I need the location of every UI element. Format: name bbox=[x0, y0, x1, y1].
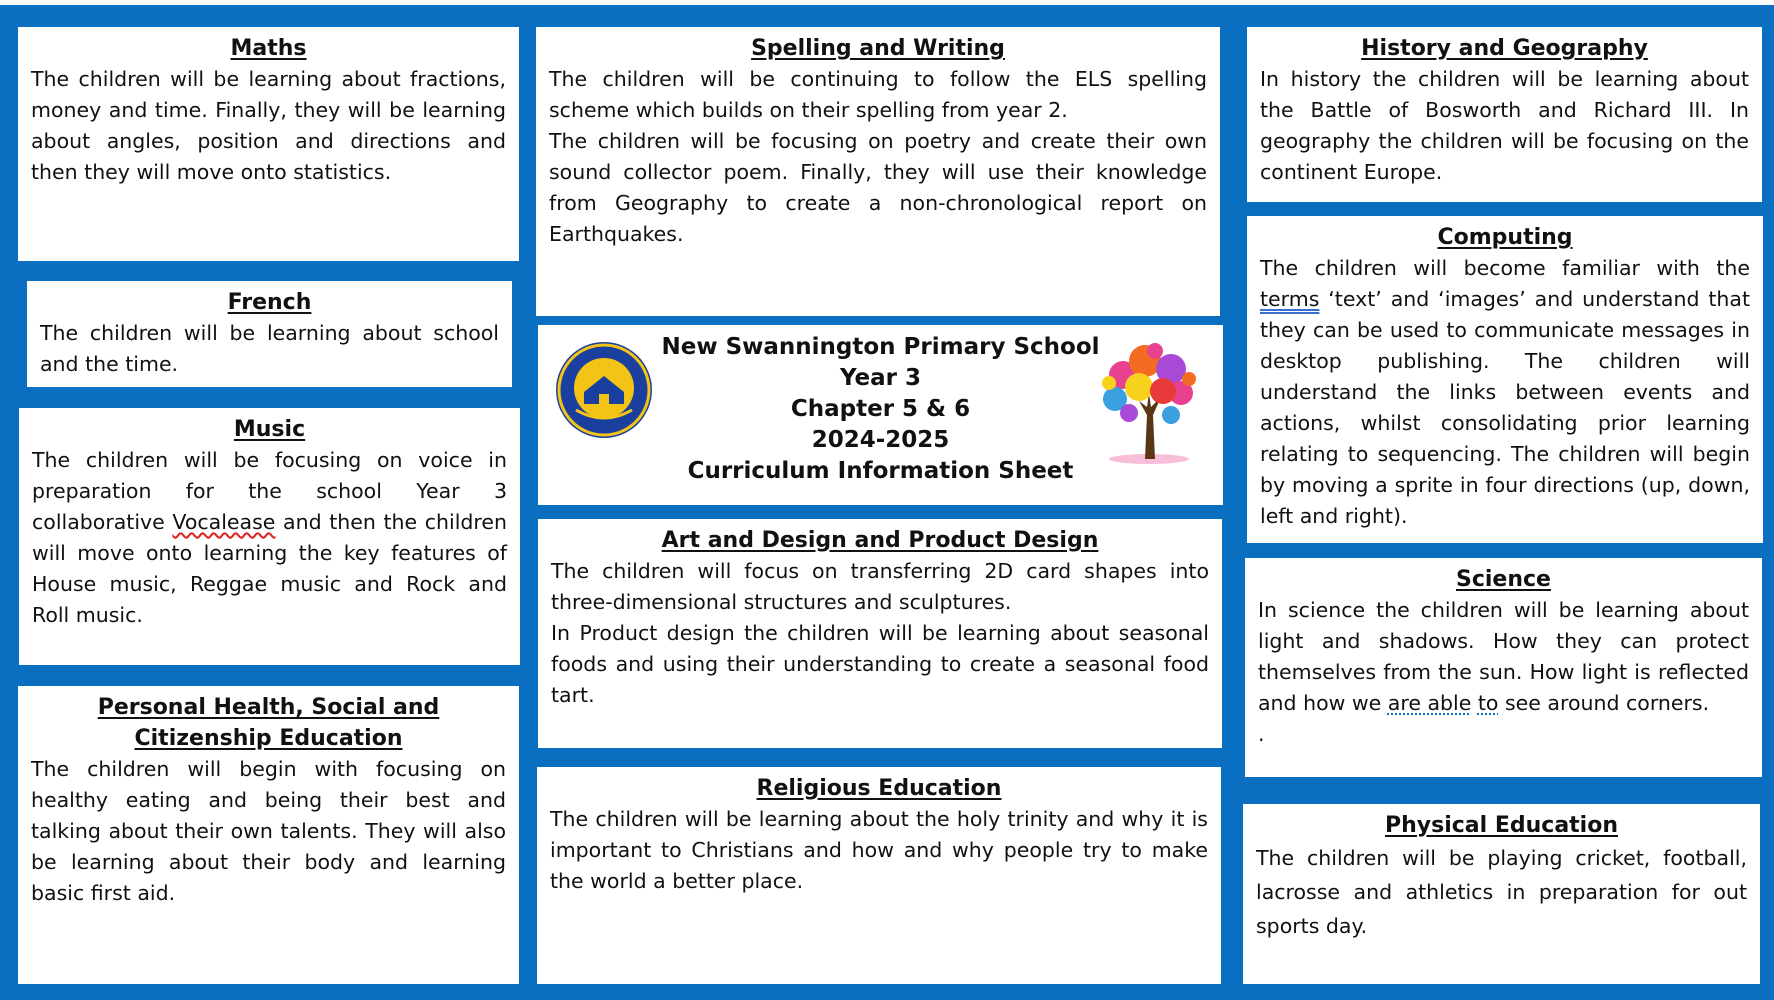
french-text: The children will be learning about school and the time. bbox=[40, 321, 499, 376]
spelling-text-1: The children will be continuing to follow the ELS spelling scheme which builds on their spelling from year 2. bbox=[549, 67, 1207, 122]
science-title: Science bbox=[1456, 567, 1551, 592]
art-title: Art and Design and Product Design bbox=[661, 528, 1099, 553]
computing-panel bbox=[1247, 216, 1763, 543]
science-text-2: . bbox=[1258, 722, 1265, 746]
re-text: The children will be learning about the holy trinity and why it is important to Christians and how and why people try to make the world a better place. bbox=[550, 807, 1208, 893]
music-title: Music bbox=[233, 417, 306, 442]
to-word: to bbox=[1477, 691, 1499, 715]
sheet-title: Curriculum Information Sheet bbox=[687, 458, 1074, 484]
history-panel bbox=[1247, 27, 1762, 202]
pshce-text: The children will begin with focusing on healthy eating and being their best and talking about their own talents. They will also be learning about their body and learning basic first aid. bbox=[31, 757, 506, 905]
school-logo-icon bbox=[554, 340, 654, 440]
academic-year: 2024-2025 bbox=[811, 427, 950, 453]
music-panel bbox=[19, 408, 520, 665]
history-text: In history the children will be learning about the Battle of Bosworth and Richard III. In geography the children will be focusing on the continent Europe. bbox=[1260, 67, 1749, 184]
art-panel bbox=[538, 519, 1222, 748]
pe-panel bbox=[1243, 804, 1760, 984]
spelling-panel bbox=[536, 27, 1220, 316]
are-able-phrase: are able bbox=[1387, 691, 1472, 715]
science-panel bbox=[1245, 558, 1762, 777]
chapter-label: Chapter 5 & 6 bbox=[790, 396, 971, 422]
title-panel bbox=[538, 325, 1223, 505]
pshce-panel bbox=[18, 686, 519, 984]
art-text-1: The children will focus on transferring 2D card shapes into three-dimensional structures and sculptures. bbox=[551, 559, 1209, 614]
french-title: French bbox=[227, 290, 312, 315]
art-text-2: In Product design the children will be learning about seasonal foods and using their understanding to create a seasonal food tart. bbox=[551, 621, 1209, 707]
maths-title: Maths bbox=[230, 36, 307, 61]
maths-panel bbox=[18, 27, 519, 261]
spelling-title: Spelling and Writing bbox=[751, 36, 1005, 61]
spelling-text-2: The children will be focusing on poetry and create their own sound collector poem. Finally, they will use their knowledge from Geography to create a non-chronological report on Earthquakes. bbox=[549, 129, 1207, 246]
french-panel bbox=[27, 281, 512, 387]
music-text: The children will be focusing on voice in preparation for the school Year 3 collaborative Vocalease and then the children will move onto learning the key features of House music, Reggae music and Rock and Roll music. bbox=[32, 448, 507, 627]
vocalease-word: Vocalease bbox=[172, 510, 276, 534]
terms-word: terms bbox=[1260, 287, 1320, 311]
computing-text: The children will become familiar with the terms ‘text’ and ‘images’ and understand that they can be used to communicate messages in desktop publishing. The children will understand the links between events and actions, whilst consolidating prior learning relating to sequencing. The children will begin by moving a sprite in four directions (up, down, left and right). bbox=[1260, 256, 1750, 528]
pe-title: Physical Education bbox=[1384, 813, 1618, 838]
pshce-title: Personal Health, Social and Citizenship Education bbox=[97, 695, 440, 751]
school-name: New Swannington Primary School bbox=[661, 334, 1100, 360]
re-title: Religious Education bbox=[756, 776, 1002, 801]
history-title: History and Geography bbox=[1361, 36, 1648, 61]
computing-title: Computing bbox=[1437, 225, 1573, 250]
year-label: Year 3 bbox=[839, 365, 922, 391]
re-panel bbox=[537, 767, 1221, 984]
pe-text: The children will be playing cricket, football, lacrosse and athletics in preparation for out sports day. bbox=[1256, 846, 1747, 938]
maths-text: The children will be learning about fractions, money and time. Finally, they will be learning about angles, position and directions and then they will move onto statistics. bbox=[31, 67, 506, 184]
science-text: In science the children will be learning about light and shadows. How they can protect themselves from the sun. How light is reflected and how we are able to see around corners. bbox=[1258, 598, 1749, 715]
tree-icon bbox=[1093, 335, 1205, 467]
